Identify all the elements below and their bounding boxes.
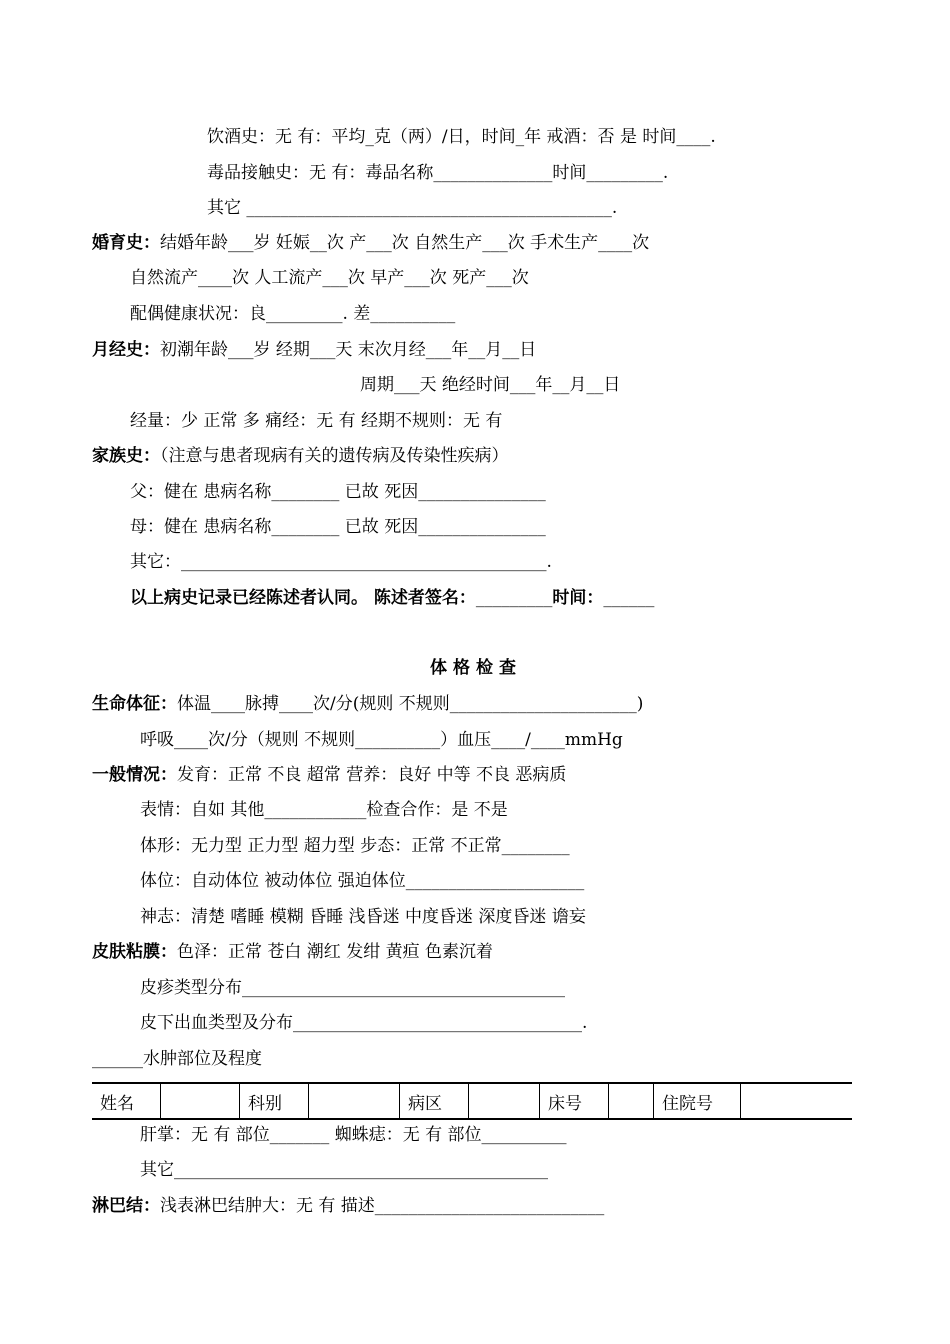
family-history	[92, 445, 509, 467]
menstrual-history-fields: 初潮年龄___岁 经期___天 末次月经___年__月__日	[160, 340, 537, 360]
lymph-nodes-label: 淋巴结：	[92, 1196, 160, 1216]
menstrual-history-label: 月经史：	[92, 340, 160, 360]
general-condition	[92, 764, 566, 786]
time-field: ______	[603, 588, 655, 608]
table-row	[92, 1083, 852, 1119]
name-value	[161, 1083, 240, 1119]
vital-signs-fields: 体温____脉搏____次/分(规则 不规则______________________)	[177, 694, 644, 714]
history-confirmation	[130, 587, 654, 609]
vital-signs-label: 生命体征：	[92, 694, 177, 714]
expression-cooperation: 表情：自如 其他____________检查合作：是 不是	[140, 800, 508, 820]
signature-field: _________	[475, 588, 553, 608]
patient-info-table	[92, 1082, 852, 1120]
edema: ______水肿部位及程度	[92, 1049, 262, 1069]
marriage-history-label: 婚育史：	[92, 233, 160, 253]
other-history: 其它 ___________________________________________.	[207, 198, 618, 218]
abortion-history: 自然流产____次 人工流产___次 早产___次 死产___次	[130, 268, 529, 288]
name-label: 姓名	[100, 1093, 134, 1114]
menstrual-volume: 经量：少 正常 多 痛经：无 有 经期不规则：无 有	[130, 411, 503, 431]
dept-label: 科别	[240, 1083, 309, 1119]
palmar-spider: 肝掌：无 有 部位_______ 蜘蛛痣：无 有 部位__________	[140, 1125, 567, 1145]
admission-value	[741, 1083, 853, 1119]
bed-label: 床号	[540, 1083, 609, 1119]
time-label: 时间：	[552, 588, 604, 608]
drug-history: 毒品接触史：无 有：毒品名称______________时间_________.	[207, 163, 669, 183]
consciousness: 神志：清楚 嗜睡 模糊 昏睡 浅昏迷 中度昏迷 深度昏迷 谵妄	[140, 907, 586, 927]
spouse-health: 配偶健康状况：良_________. 差__________	[130, 304, 456, 324]
skin-mucosa	[92, 941, 493, 963]
respiration-bp: 呼吸____次/分（规则 不规则__________）血压____/____mmHg	[140, 730, 623, 750]
skin-other: 其它____________________________________________	[140, 1160, 548, 1180]
rash-distribution: 皮疹类型分布______________________________________	[140, 978, 565, 998]
lymph-nodes-fields: 浅表淋巴结肿大：无 有 描述___________________________	[160, 1196, 605, 1216]
mother-status: 母：健在 患病名称________ 已故 死因_______________	[130, 517, 546, 537]
admission-label: 住院号	[654, 1083, 741, 1119]
ward-label: 病区	[400, 1083, 469, 1119]
alcohol-history: 饮酒史：无 有：平均_克（两）/日，时间_年 戒酒：否 是 时间____.	[207, 127, 716, 147]
menstrual-history	[92, 339, 536, 361]
father-status: 父：健在 患病名称________ 已故 死因_______________	[130, 482, 546, 502]
body-position: 体位：自动体位 被动体位 强迫体位_____________________	[140, 871, 585, 891]
vital-signs	[92, 693, 643, 715]
family-history-note: （注意与患者现病有关的遗传病及传染性疾病）	[160, 446, 509, 466]
family-other: 其它：___________________________________________.	[130, 552, 552, 572]
body-type-gait: 体形：无力型 正力型 超力型 步态：正常 不正常________	[140, 836, 570, 856]
marriage-history-fields: 结婚年龄___岁 妊娠__次 产___次 自然生产___次 手术生产____次	[160, 233, 650, 253]
marriage-history	[92, 232, 649, 254]
dept-value	[309, 1083, 400, 1119]
development-nutrition: 发育：正常 不良 超常 营养：良好 中等 不良 恶病质	[177, 765, 567, 785]
section-title: 体格检查	[430, 658, 522, 678]
lymph-nodes	[92, 1195, 604, 1217]
subcutaneous-bleeding: 皮下出血类型及分布__________________________________.	[140, 1013, 588, 1033]
skin-color: 色泽：正常 苍白 潮红 发绀 黄疸 色素沉着	[177, 942, 494, 962]
confirmation-text: 以上病史记录已经陈述者认同。 陈述者签名：	[130, 588, 476, 608]
menstrual-cycle: 周期___天 绝经时间___年__月__日	[360, 375, 621, 395]
skin-mucosa-label: 皮肤粘膜：	[92, 942, 177, 962]
bed-value	[609, 1083, 654, 1119]
family-history-label: 家族史：	[92, 446, 160, 466]
ward-value	[469, 1083, 540, 1119]
general-condition-label: 一般情况：	[92, 765, 177, 785]
